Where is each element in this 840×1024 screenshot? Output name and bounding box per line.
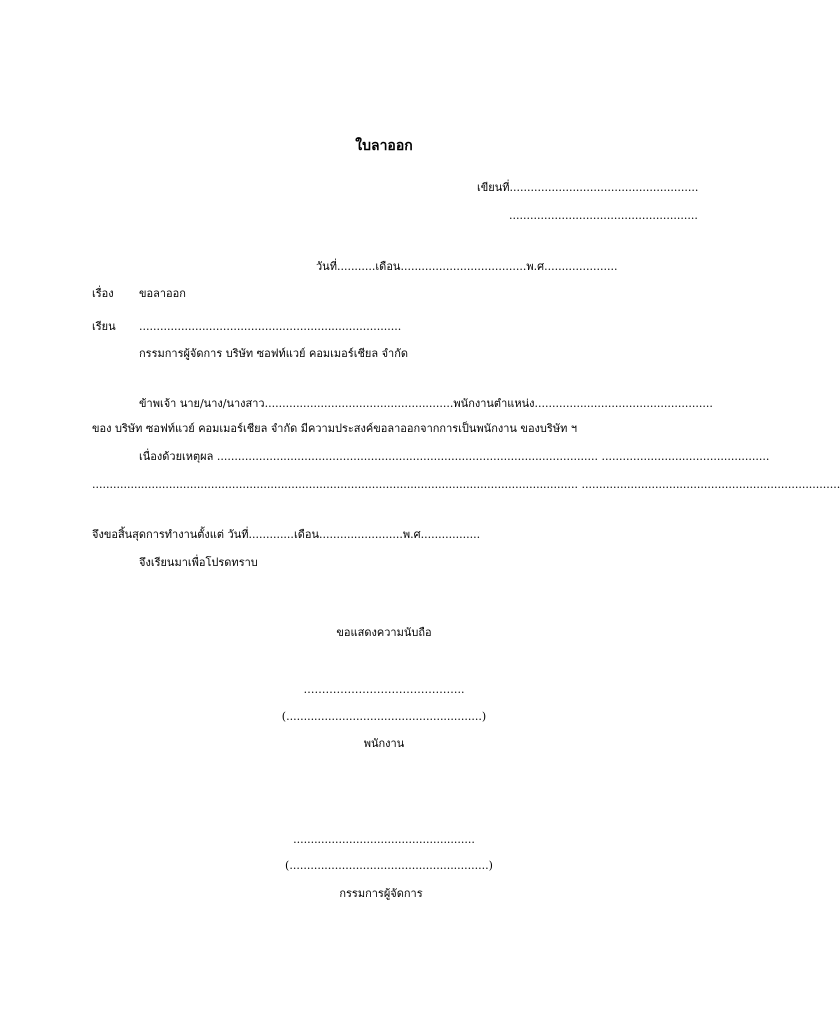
- document-title: ใบลาออก: [355, 138, 413, 154]
- end-day-field: .............: [248, 528, 294, 541]
- end-date-prefix: จึงขอสิ้นสุดการทำงานตั้งแต่ วันที่: [92, 528, 249, 541]
- end-date-line: [92, 529, 480, 540]
- reason-line-2: [92, 479, 840, 490]
- year-field: ....................: [547, 260, 618, 273]
- written-at-field: ......................................................: [509, 181, 699, 194]
- applicant-name-field: ......................................................: [264, 397, 454, 410]
- end-year-field: ................: [424, 528, 481, 541]
- end-year-label: พ.ศ.: [402, 528, 425, 541]
- applicant-prefix: ข้าพเจ้า นาย/นาง/นางสาว: [139, 397, 265, 410]
- position-field: ...................................................: [534, 397, 713, 410]
- employee-signature-line: ……………………………………..: [303, 683, 465, 696]
- manager-role: กรรมการผู้จัดการ: [339, 887, 423, 900]
- day-field: ...........: [336, 260, 376, 273]
- to-title: กรรมการผู้จัดการ บริษัท ซอฟท์แวย์ คอมเมอร์เชียล จำกัด: [139, 347, 409, 360]
- reason2-field-a: ...........................................................................................................................................: [92, 478, 579, 491]
- employee-role: พนักงาน: [363, 737, 405, 750]
- reason-line: [139, 451, 769, 462]
- manager-name-field: (.........................................................): [285, 859, 493, 872]
- subject-label: เรื่อง: [92, 287, 114, 300]
- month-label: เดือน: [375, 260, 401, 273]
- day-label: วันที่: [316, 260, 337, 273]
- month-field: ....................................: [400, 260, 527, 273]
- to-label: เรียน: [92, 320, 116, 333]
- subject-text: ขอลาออก: [139, 287, 186, 300]
- reason-label: เนื่องด้วยเหตุผล: [139, 450, 214, 463]
- to-field: ...........................................................................: [139, 320, 402, 333]
- written-at-line: [477, 182, 698, 193]
- reason-field-b: ................................................: [601, 450, 770, 463]
- position-label: พนักงานตำแหน่ง: [453, 397, 535, 410]
- reason2-field-b: ..........................................................................: [581, 478, 840, 491]
- regards: ขอแสดงความนับถือ: [336, 626, 432, 639]
- body-line-2: ของ บริษัท ซอฟท์แวย์ คอมเมอร์เชียล จำกัด มีความประสงค์ขอลาออกจากการเป็นพนักงาน ของบริษัท ฯ: [92, 422, 577, 435]
- end-month-label: เดือน: [293, 528, 319, 541]
- address-field: ......................................................: [509, 209, 698, 222]
- written-at-label: เขียนที่: [477, 181, 510, 194]
- year-label: พ.ศ.: [526, 260, 548, 273]
- body-line-1: [139, 398, 713, 409]
- reason-field-a: .............................................................................................................: [216, 450, 599, 463]
- manager-signature-line: ....................................................: [293, 833, 475, 846]
- closing-line: จึงเรียนมาเพื่อโปรดทราบ: [139, 556, 258, 569]
- date-line: [316, 261, 618, 272]
- employee-name-field: (........................................................): [281, 710, 487, 723]
- end-month-field: ........................: [318, 528, 403, 541]
- address-line: [509, 210, 698, 221]
